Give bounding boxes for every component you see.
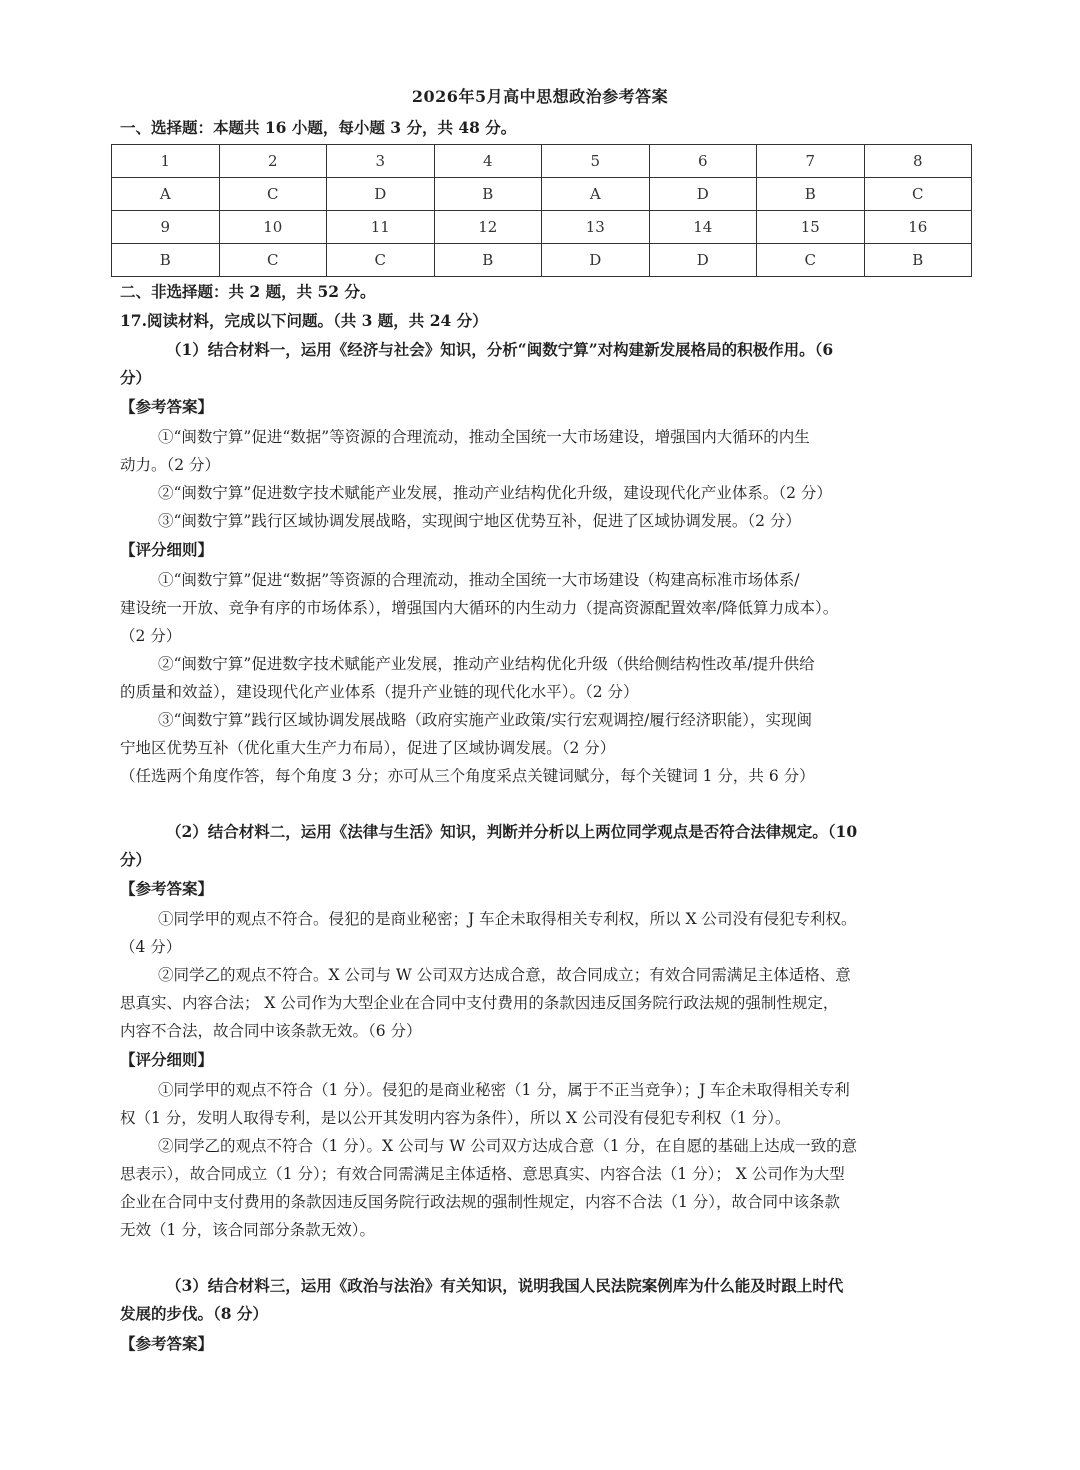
answer-cell: B (434, 178, 542, 211)
answer-cell: B (434, 244, 542, 277)
question-number-cell: 7 (757, 145, 865, 178)
question-number-cell: 13 (542, 211, 650, 244)
page-title: 2026年5月高中思想政治参考答案 (411, 87, 669, 106)
question-number-cell: 16 (864, 211, 972, 244)
answer-cell: D (327, 178, 435, 211)
q1-scoring-line: ②“闽数宁算”促进数字技术赋能产业发展，推动产业结构优化升级（供给侧结构性改革/提升供给 (158, 655, 815, 673)
question-number-cell: 8 (864, 145, 972, 178)
q3-reference-heading: 【参考答案】 (120, 1334, 214, 1353)
q2-scoring-line: ①同学甲的观点不符合（1 分）。侵犯的是商业秘密（1 分，属于不正当竞争）；J 车企未取得相关专利 (158, 1081, 850, 1099)
q1-reference-line: 动力。（2 分） (120, 456, 221, 474)
q2-scoring-line: 企业在合同中支付费用的条款因违反国务院行政法规的强制性规定，内容不合法（1 分），故合同中该条款 (120, 1193, 841, 1211)
question-number-cell: 11 (327, 211, 435, 244)
q2-reference-heading: 【参考答案】 (120, 879, 214, 898)
question-number-cell: 4 (434, 145, 542, 178)
answer-key-row (112, 178, 972, 211)
q2-reference-line: 内容不合法，故合同中该条款无效。（6 分） (120, 1022, 422, 1040)
answer-cell: D (542, 244, 650, 277)
q1-scoring-heading: 【评分细则】 (120, 540, 214, 559)
answer-cell: C (864, 178, 972, 211)
answer-cell: C (757, 244, 865, 277)
q1-scoring-line: 建设统一开放、竞争有序的市场体系），增强国内大循环的内生动力（提高资源配置效率/降低算力成本）。 (120, 599, 839, 617)
q1-reference-heading: 【参考答案】 (120, 397, 214, 416)
question-number-cell: 15 (757, 211, 865, 244)
question-number-row (112, 211, 972, 244)
q1-reference-line: ①“闽数宁算”促进“数据”等资源的合理流动，推动全国统一大市场建设，增强国内大循环的内生 (158, 428, 810, 446)
question-number-cell: 2 (219, 145, 327, 178)
q2-reference-line: ②同学乙的观点不符合。X 公司与 W 公司双方达成合意，故合同成立；有效合同需满足主体适格、意 (158, 966, 851, 984)
section-1-heading: 一、选择题：本题共 16 小题，每小题 3 分，共 48 分。 (120, 118, 517, 137)
answer-cell: B (864, 244, 972, 277)
answer-cell: C (327, 244, 435, 277)
q3-prompt-line: （3）结合材料三，运用《政治与法治》有关知识，说明我国人民法院案例库为什么能及时跟上时代 (166, 1276, 844, 1295)
answer-cell: D (649, 178, 757, 211)
question-number-cell: 1 (112, 145, 220, 178)
q2-scoring-line: 权（1 分，发明人取得专利，是以公开其发明内容为条件），所以 X 公司没有侵犯专利权（1 分）。 (120, 1109, 791, 1127)
question-number-cell: 10 (219, 211, 327, 244)
q2-prompt-line: 分） (120, 850, 152, 869)
question-number-cell: 9 (112, 211, 220, 244)
q2-reference-line: （4 分） (120, 938, 182, 956)
answer-cell: C (219, 178, 327, 211)
answer-cell: C (219, 244, 327, 277)
answer-cell: B (757, 178, 865, 211)
answer-cell: A (112, 178, 220, 211)
answer-key-row (112, 244, 972, 277)
answer-table (111, 144, 972, 277)
q2-scoring-heading: 【评分细则】 (120, 1050, 214, 1069)
q1-scoring-line: （2 分） (120, 627, 182, 645)
q2-reference-line: 思真实、内容合法； X 公司作为大型企业在合同中支付费用的条款因违反国务院行政法规的强制性规定， (120, 994, 839, 1012)
q1-reference-line: ②“闽数宁算”促进数字技术赋能产业发展，推动产业结构优化升级，建设现代化产业体系。（2 分） (158, 484, 832, 502)
answer-cell: D (649, 244, 757, 277)
q1-prompt-line: （1）结合材料一，运用《经济与社会》知识，分析“闽数宁算”对构建新发展格局的积极作用。（6 (166, 340, 834, 359)
q1-scoring-note: （任选两个角度作答，每个角度 3 分；亦可从三个角度采点关键词赋分，每个关键词 1 分，共 6 分） (120, 767, 815, 785)
question-number-cell: 12 (434, 211, 542, 244)
answer-cell: B (112, 244, 220, 277)
q2-scoring-line: ②同学乙的观点不符合（1 分）。X 公司与 W 公司双方达成合意（1 分，在自愿的基础上达成一致的意 (158, 1137, 858, 1155)
section-2-heading: 二、非选择题：共 2 题，共 52 分。 (120, 282, 376, 301)
q1-scoring-line: ①“闽数宁算”促进“数据”等资源的合理流动，推动全国统一大市场建设（构建高标准市场体系/ (158, 571, 800, 589)
q2-prompt-line: （2）结合材料二，运用《法律与生活》知识，判断并分析以上两位同学观点是否符合法律规定。（10 (166, 822, 858, 841)
q1-scoring-line: 的质量和效益），建设现代化产业体系（提升产业链的现代化水平）。（2 分） (120, 683, 639, 701)
question-number-cell: 14 (649, 211, 757, 244)
q1-reference-line: ③“闽数宁算”践行区域协调发展战略，实现闽宁地区优势互补，促进了区域协调发展。（2 分） (158, 512, 801, 530)
question-17-heading: 17.阅读材料，完成以下问题。（共 3 题，共 24 分） (120, 311, 488, 330)
q1-prompt-line: 分） (120, 368, 152, 387)
question-number-cell: 6 (649, 145, 757, 178)
q2-reference-line: ①同学甲的观点不符合。侵犯的是商业秘密；J 车企未取得相关专利权，所以 X 公司没有侵犯专利权。 (158, 910, 857, 928)
q2-scoring-line: 思表示），故合同成立（1 分）；有效合同需满足主体适格、意思真实、内容合法（1 分）； X 公司作为大型 (120, 1165, 845, 1183)
answer-cell: A (542, 178, 650, 211)
question-number-row (112, 145, 972, 178)
q1-scoring-line: ③“闽数宁算”践行区域协调发展战略（政府实施产业政策/实行宏观调控/履行经济职能），实现闽 (158, 711, 813, 729)
q2-scoring-line: 无效（1 分，该合同部分条款无效）。 (120, 1221, 376, 1239)
question-number-cell: 5 (542, 145, 650, 178)
q1-scoring-line: 宁地区优势互补（优化重大生产力布局），促进了区域协调发展。（2 分） (120, 739, 616, 757)
q3-prompt-line: 发展的步伐。（8 分） (120, 1304, 268, 1323)
question-number-cell: 3 (327, 145, 435, 178)
